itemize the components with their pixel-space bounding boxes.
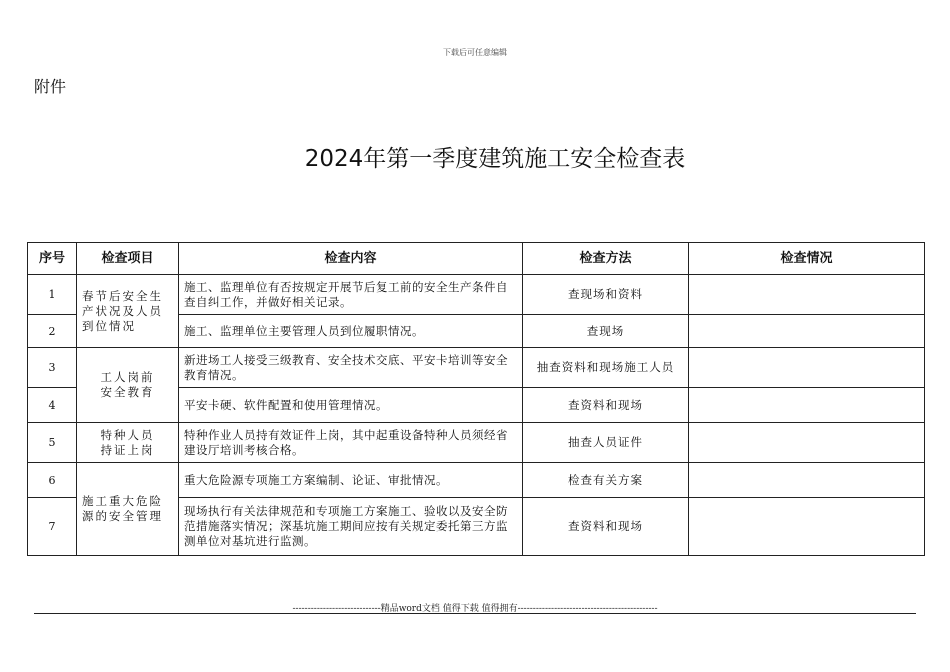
check-content-cell: 现场执行有关法律规范和专项施工方案施工、验收以及安全防范措施落实情况；深基坑施工期间应按有关规定委托第三方监测单位对基坑进行监测。 xyxy=(179,498,523,556)
header-seq: 序号 xyxy=(28,243,77,275)
row-number: 2 xyxy=(28,315,77,348)
check-content-cell: 重大危险源专项施工方案编制、论证、审批情况。 xyxy=(179,463,523,498)
header-note: 下载后可任意编辑 xyxy=(443,48,507,57)
check-result-cell[interactable] xyxy=(689,388,925,423)
table-row xyxy=(28,275,925,315)
check-content-cell: 新进场工人接受三级教育、安全技术交底、平安卡培训等安全教育情况。 xyxy=(179,348,523,388)
table-header-row xyxy=(28,243,925,275)
table-row xyxy=(28,463,925,498)
check-content-cell: 特种作业人员持有效证件上岗，其中起重设备特种人员须经省建设厅培训考核合格。 xyxy=(179,423,523,463)
header-content: 检查内容 xyxy=(179,243,523,275)
check-result-cell[interactable] xyxy=(689,463,925,498)
check-content-cell: 施工、监理单位主要管理人员到位履职情况。 xyxy=(179,315,523,348)
row-number: 5 xyxy=(28,423,77,463)
header-result: 检查情况 xyxy=(689,243,925,275)
check-result-cell[interactable] xyxy=(689,348,925,388)
check-method-cell: 查现场和资料 xyxy=(523,275,689,315)
check-method-cell: 查资料和现场 xyxy=(523,498,689,556)
check-method-cell: 查资料和现场 xyxy=(523,388,689,423)
check-item-cell: 特种人员 持证上岗 xyxy=(77,423,179,463)
check-result-cell[interactable] xyxy=(689,423,925,463)
footer-divider xyxy=(34,613,916,614)
check-method-cell: 检查有关方案 xyxy=(523,463,689,498)
row-number: 3 xyxy=(28,348,77,388)
row-number: 7 xyxy=(28,498,77,556)
row-number: 1 xyxy=(28,275,77,315)
check-method-cell: 查现场 xyxy=(523,315,689,348)
check-item-cell: 春节后安全生产状况及人员到位情况 xyxy=(77,275,179,348)
header-item: 检查项目 xyxy=(77,243,179,275)
footer-note: -----------------------------精品word文档 值得下载 值得拥有---------------------------------------------- xyxy=(292,604,658,614)
row-number: 4 xyxy=(28,388,77,423)
check-result-cell[interactable] xyxy=(689,315,925,348)
check-item-cell: 工人岗前 安全教育 xyxy=(77,348,179,423)
check-method-cell: 抽查资料和现场施工人员 xyxy=(523,348,689,388)
check-result-cell[interactable] xyxy=(689,498,925,556)
table-row xyxy=(28,348,925,388)
attachment-label: 附件 xyxy=(34,77,67,96)
check-result-cell[interactable] xyxy=(689,275,925,315)
check-content-cell: 平安卡硬、软件配置和使用管理情况。 xyxy=(179,388,523,423)
check-method-cell: 抽查人员证件 xyxy=(523,423,689,463)
header-method: 检查方法 xyxy=(523,243,689,275)
document-title: 2024年第一季度建筑施工安全检查表 xyxy=(304,146,686,172)
check-item-cell: 施工重大危险源的安全管理 xyxy=(77,463,179,556)
check-content-cell: 施工、监理单位有否按规定开展节后复工前的安全生产条件自查自纠工作，并做好相关记录。 xyxy=(179,275,523,315)
table-row xyxy=(28,423,925,463)
row-number: 6 xyxy=(28,463,77,498)
inspection-table xyxy=(27,242,925,556)
